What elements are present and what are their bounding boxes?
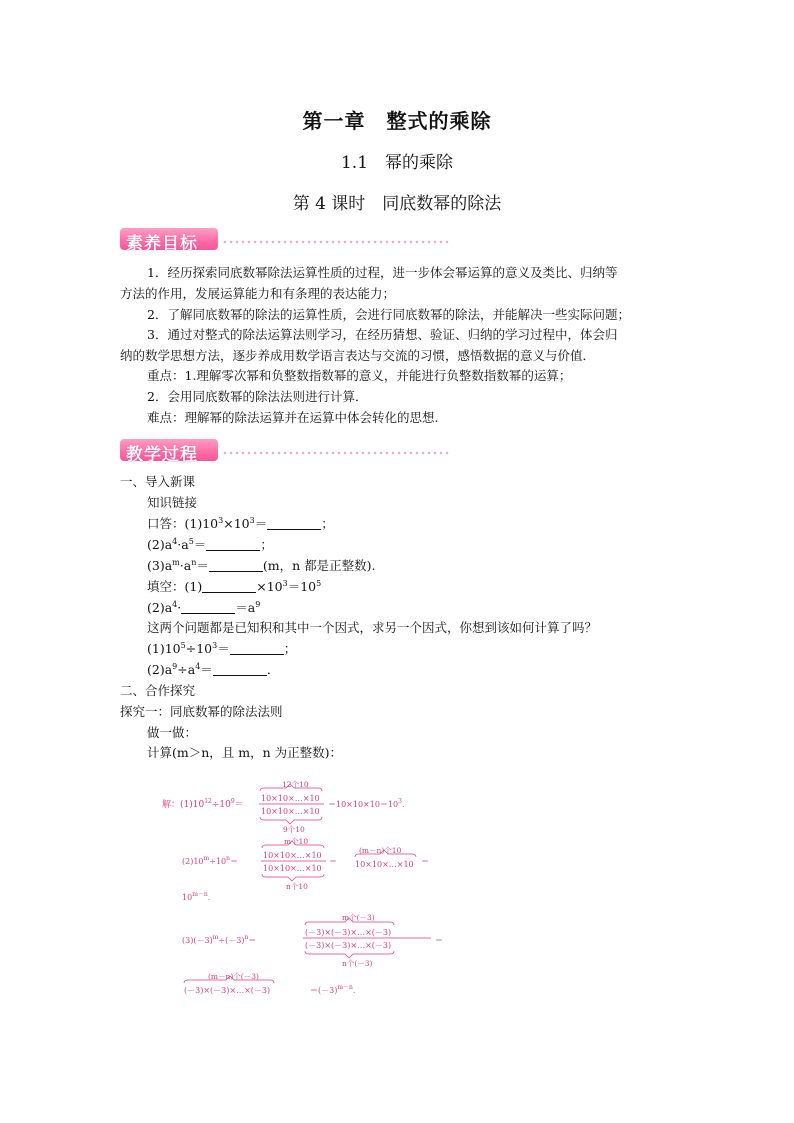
fill-question-2: $(2)a^4\cdot =a^9$ (147, 600, 261, 615)
s2-eq2: ＝ (329, 857, 337, 866)
s2-eq3: ＝ (421, 857, 429, 866)
process-banner-label: 教学过程 (126, 445, 198, 465)
oral-question-1: 口答：$(1)10^3\times 10^3=$ ； (147, 516, 334, 531)
guiding-question: 这两个问题都是已知积和其中一个因式，求另一个因式，你想到该如何计算了吗？ (147, 620, 598, 635)
s2-over-label: m个10 (284, 837, 309, 846)
s1-under-label: 9个10 (283, 825, 305, 834)
compute-instruction: 计算(m＞n，且 m，n 为正整数)： (147, 745, 343, 760)
explore-1-heading: 探究一：同底数幂的除法法则 (120, 704, 283, 719)
s1-numerator: 10×10×…×10 (261, 794, 320, 803)
part-2-heading: 二、合作探究 (120, 683, 196, 698)
fill-question-1: 填空：$(1) \times 10^3=10^5$ (147, 579, 322, 594)
s2-result: $10^{m-n}$. (182, 891, 211, 902)
s2-under-label: n个10 (286, 882, 308, 891)
s1-over-label: 12个10 (282, 780, 309, 789)
s3-under-label: n个(－3) (342, 959, 373, 968)
s1-denominator: 10×10×…×10 (261, 807, 320, 816)
goal-3-line1: 3．通过对整式的除法运算法则学习，在经历猜想、验证、归纳的学习过程中，体会归 (147, 327, 618, 342)
goal-1-line2: 方法的作用，发展运算能力和有条理的表达能力； (120, 286, 396, 301)
key-point-2: 2．会用同底数幂的除法法则进行计算． (147, 389, 368, 404)
s1-result: $=10\times 10\times 10=10^3$. (328, 798, 405, 809)
s3-numerator: (－3)×(－3)×…×(－3) (305, 928, 392, 937)
goals-banner-label: 素养目标 (126, 234, 198, 254)
oral-question-2: $(2)a^4\cdot a^5=$ ； (147, 537, 273, 552)
key-point-1: 重点：1.理解零次幂和负整数指数幂的意义，并能进行负整数指数幂的运算； (147, 368, 572, 383)
s3-over2-label: (m－n)个(－3) (208, 972, 259, 981)
goal-2: 2．了解同底数幂的除法的运算性质，会进行同底数幂的除法，并能解决一些实际问题； (147, 307, 630, 322)
part-1-heading: 一、导入新课 (120, 474, 196, 489)
s2-numerator: 10×10×…×10 (263, 851, 322, 860)
try-it: 做一做： (147, 725, 198, 740)
banner-dots (222, 451, 450, 455)
answer-blank[interactable] (206, 538, 260, 551)
goal-3-line2: 纳的数学思想方法，逐步养成用数学语言表达与交流的习惯，感悟数据的意义与价值． (120, 348, 596, 363)
underbrace-icon (305, 951, 394, 958)
process-banner (120, 439, 450, 465)
s2-numerator2: 10×10×…×10 (355, 860, 414, 869)
s2-over2-label: (m－n)个10 (359, 846, 402, 855)
answer-blank[interactable] (230, 642, 284, 655)
answer-blank[interactable] (213, 663, 267, 676)
s3-over-label: m个(－3) (342, 913, 375, 922)
knowledge-link: 知识链接 (147, 495, 198, 510)
underbrace-icon (260, 817, 322, 824)
division-question-1: $(1)10^5\div 10^3=$ ； (147, 641, 297, 656)
s1-lead: 解：$(1)10^{12}\div 10^9=$ (162, 798, 244, 810)
answer-blank[interactable] (181, 601, 235, 614)
s3-lead: $(3)(-3)^m\div(-3)^n=$ (182, 934, 257, 945)
division-question-2: $(2)a^9\div a^4=$ ． (147, 662, 280, 677)
chapter-title: 第一章 整式的乘除 (302, 109, 492, 133)
s3-numerator2: (－3)×(－3)×…×(－3) (184, 986, 271, 995)
difficulty: 难点：理解幂的除法运算并在运算中体会转化的思想. (147, 410, 439, 425)
underbrace-icon (262, 874, 324, 881)
s2-lead: $(2)10^m\div 10^n=$ (182, 855, 238, 866)
solution-figure (150, 770, 480, 1005)
banner-dots (222, 240, 450, 244)
goal-1-line1: 1．经历探索同底数幂除法运算性质的过程，进一步体会幂运算的意义及类比、归纳等 (147, 265, 618, 280)
s3-result: $=(-3)^{m-n}$. (310, 984, 356, 995)
answer-blank[interactable] (209, 559, 263, 572)
section-title: 1.1 幂的乘除 (340, 153, 454, 173)
answer-blank[interactable] (267, 517, 321, 530)
s3-denominator: (－3)×(－3)×…×(－3) (305, 941, 392, 950)
s2-denominator: 10×10×…×10 (263, 864, 322, 873)
goals-banner (120, 228, 450, 254)
oral-question-3: $(3)a^m\cdot a^n= (m$，n 都是正整数). (147, 558, 376, 573)
s3-eq2: ＝ (435, 936, 443, 945)
answer-blank[interactable] (202, 580, 256, 593)
lesson-title: 第 4 课时 同底数幂的除法 (292, 194, 502, 214)
